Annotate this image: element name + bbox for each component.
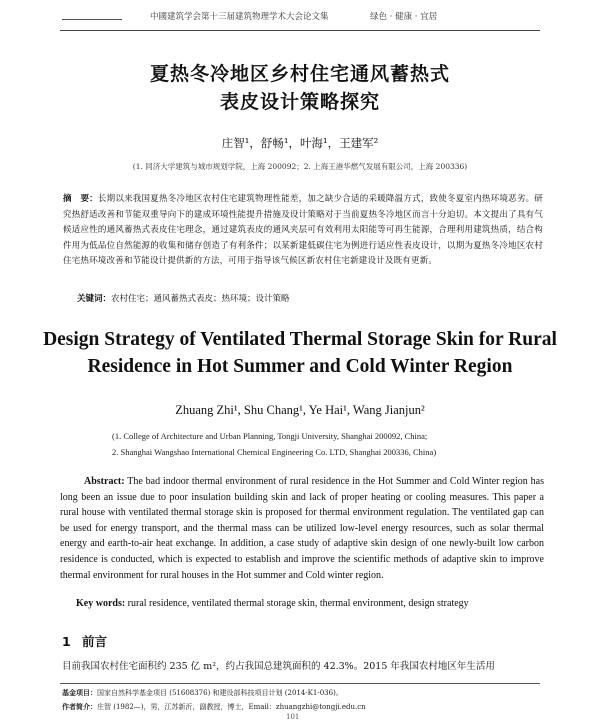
english-authors: Zhuang Zhi¹, Shu Chang¹, Ye Hai¹, Wang Jianjun² [175, 403, 425, 417]
english-keywords-text: rural residence, ventilated thermal storage skin, thermal environment, design strategy [127, 598, 469, 609]
body-text-line: 目前我国农村住宅面积约 235 亿 m²，约占我国总建筑面积的 42.3%。2015 年我国农村地区年生活用 [62, 661, 495, 672]
english-title-line-1: Design Strategy of Ventilated Thermal Storage Skin for Rural [43, 329, 557, 350]
english-affiliation-1: (1. College of Architecture and Urban Planning, Tongji University, Shanghai 200092, China; [112, 431, 428, 441]
conference-theme: 绿色 · 健康 · 宜居 [370, 12, 438, 22]
chinese-keywords [77, 292, 290, 304]
english-abstract-label: Abstract: [84, 476, 125, 487]
section-heading [62, 632, 107, 650]
chinese-affiliation: (1. 同济大学建筑与城市规划学院，上海 200092；2. 上海王港华燃气发展有限公司，上海 200336) [132, 162, 468, 171]
english-affiliation-2: 2. Shanghai Wangshao International Chemical Engineering Co. LTD, Shanghai 200336, China) [112, 447, 437, 457]
chinese-title-line-1: 夏热冬冷地区乡村住宅通风蓄热式 [149, 63, 450, 85]
footnote-funding-text: 国家自然科学基金项目 (51608376) 和建设部科技项目计划 (2014-K1-036)。 [97, 689, 343, 697]
chinese-keywords-text: 农村住宅；通风蓄热式表皮；热环境；设计策略 [111, 294, 290, 304]
english-keywords [76, 598, 469, 609]
english-abstract [60, 474, 544, 583]
footnote-author-label: 作者简介： [62, 703, 97, 711]
section-title: 前言 [82, 634, 108, 649]
footnote-funding [62, 688, 343, 698]
footnote-funding-label: 基金项目： [62, 689, 97, 697]
chinese-title-line-2: 表皮设计策略探究 [219, 91, 380, 113]
page-number: 101 [286, 713, 300, 721]
english-keywords-label: Key words: [76, 598, 126, 609]
footnote-author-bio [62, 702, 366, 712]
footnote-author-text: 庄智 (1982—)，男，江苏新沂，副教授，博士，Email：zhuangzhi@tongji.edu.cn [97, 703, 366, 711]
chinese-abstract-label: 摘 要： [63, 194, 98, 204]
header-rule [60, 30, 540, 31]
chinese-abstract [63, 192, 543, 270]
section-number: 1 [62, 634, 71, 649]
english-abstract-text: The bad indoor thermal environment of rural residence in the Hot Summer and Cold Winter region has long been an issue due to poor insulation building skin and lack of proper heating or cooling measures. This paper a rural house with ventilated thermal storage skin is proposed for thermal environment regulation. The ventilated gap can be used for energy transport, and the thermal mass can be utilized low-level energy resources, such as solar thermal energy and earth-to-air heat exchange. In addition, a case study of adaptive skin design of one newly-built low carbon residence is conducted, which is expected to establish and improve the scientific methods of adaptive skin to improve thermal environment for rural houses in the Hot summer and Cold winter region. [60, 476, 544, 581]
chinese-abstract-text: 长期以来我国夏热冬冷地区农村住宅建筑物理性能差，加之缺少合适的采暖降温方式，致使冬夏室内热环境恶劣。研究热舒适改善和节能双重导向下的建成环境性能提升措施及设计策略对于当前夏热冬冷地区而言十分迫切。本文提出了具有气候适应性的通风蓄热式表皮住宅理念，通过建筑表皮的通风夹层可有效利用太阳能等可再生能源，合理利用建筑热质，结合构件用为低品位自然能源的收集和储存创造了有利条件；以某新建低碳住宅为例进行适应性表皮设计，以期为夏热冬冷地区农村住宅热环境改善和节能设计提供新的方法，可用于指导该气候区新农村住宅新建设计及既有更新。 [63, 194, 543, 267]
english-title-line-2: Residence in Hot Summer and Cold Winter Region [87, 356, 513, 377]
header-left-mark [62, 19, 122, 20]
footnote-rule [60, 683, 540, 684]
chinese-keywords-label: 关键词： [77, 294, 112, 304]
running-header [0, 8, 600, 24]
chinese-authors: 庄智¹，舒畅¹，叶海¹，王建军² [221, 136, 379, 150]
conference-name: 中國建筑学会第十三届建筑物理学术大会论文集 [150, 12, 329, 22]
